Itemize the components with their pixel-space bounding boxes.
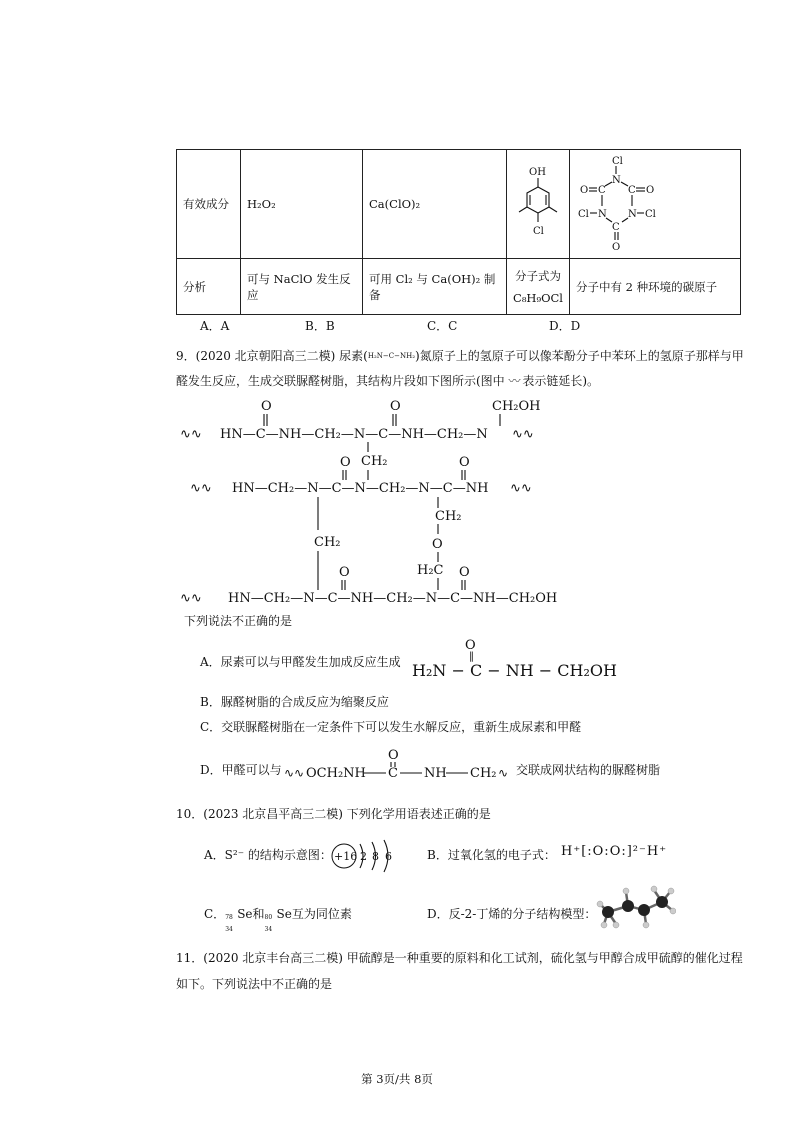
svg-text:2: 2	[360, 850, 367, 863]
q9-prompt: 下列说法不正确的是	[184, 614, 293, 628]
q11-line1: 11．(2020 北京丰台高三二模) 甲硫醇是一种重要的原料和化工试剂，硫化氢与甲醇合成甲硫醇的催化过程	[176, 951, 743, 965]
svg-text:∿∿: ∿∿	[512, 427, 534, 442]
choice-b: B．B	[305, 319, 335, 333]
svg-text:+16: +16	[334, 850, 358, 863]
svg-text:HN—C—NH—CH₂—N—C—NH—CH₂—N: HN—C—NH—CH₂—N—C—NH—CH₂—N	[220, 427, 488, 442]
q11-line2: 如下。下列说法中不正确的是	[176, 977, 333, 991]
svg-text:8: 8	[372, 850, 379, 863]
q10-option-d: D．反-2-丁烯的分子结构模型：	[427, 907, 597, 921]
urea-formaldehyde-resin-structure	[176, 390, 576, 612]
svg-text:O: O	[388, 748, 399, 763]
svg-text:O: O	[432, 537, 443, 552]
analysis-b: 可用 Cl₂ 与 Ca(OH)₂ 制备	[363, 259, 507, 315]
svg-text:C: C	[612, 222, 620, 233]
svg-text:O: O	[612, 242, 621, 253]
svg-text:CH₂: CH₂	[361, 454, 388, 469]
svg-text:O: O	[390, 399, 401, 414]
urea-inline-formula: H₂N−C−NH₂	[367, 352, 416, 360]
svg-text:Cl: Cl	[612, 156, 623, 167]
choice-c: C．C	[427, 319, 458, 333]
q9-option-b: B．脲醛树脂的合成反应为缩聚反应	[200, 695, 389, 709]
cell-triazine-structure	[570, 150, 741, 259]
q9-option-c: C．交联脲醛树脂在一定条件下可以发生水解反应，重新生成尿素和甲醛	[200, 720, 582, 734]
q9-option-a: A．尿素可以与甲醛发生加成反应生成	[200, 655, 401, 669]
svg-text:O: O	[339, 565, 350, 580]
svg-text:Cl: Cl	[533, 226, 544, 237]
svg-text:6: 6	[385, 850, 392, 863]
svg-text:∿∿: ∿∿	[510, 481, 532, 496]
svg-text:Cl: Cl	[578, 209, 589, 220]
svg-text:CH₂OH: CH₂OH	[492, 399, 541, 414]
svg-text:C: C	[598, 185, 606, 196]
svg-text:∿∿: ∿∿	[190, 481, 212, 496]
svg-text:N: N	[628, 209, 637, 220]
chloroxylenol-structure	[507, 150, 569, 255]
q9-option-d-formula	[284, 745, 514, 787]
cell-h2o2: H₂O₂	[241, 150, 363, 259]
svg-text:∿∿: ∿∿	[180, 591, 202, 606]
svg-text:O: O	[459, 565, 470, 580]
svg-text:C: C	[628, 185, 636, 196]
svg-text:CH₂: CH₂	[314, 535, 341, 550]
svg-text:O: O	[261, 399, 272, 414]
svg-text:HN—CH₂—N—C—N—CH₂—N—C—NH: HN—CH₂—N—C—N—CH₂—N—C—NH	[232, 481, 489, 496]
row2-label: 分析	[177, 259, 241, 315]
cell-caclo2: Ca(ClO)₂	[363, 150, 507, 259]
svg-text:Cl: Cl	[645, 209, 656, 220]
trichloroisocyanuric-structure	[570, 150, 730, 255]
q9-option-d-tail: 交联成网状结构的脲醛树脂	[516, 763, 661, 777]
q10-option-b: B．过氧化氢的电子式：	[427, 848, 556, 862]
page-footer: 第 3页/共 8页	[361, 1072, 433, 1086]
q10-stem: 10．(2023 北京昌平高三二模) 下列化学用语表述正确的是	[176, 807, 491, 821]
choice-a: A．A	[200, 319, 230, 333]
svg-text:∿: ∿	[498, 766, 509, 780]
svg-text:∿∿: ∿∿	[180, 427, 202, 442]
choice-d: D．D	[549, 319, 581, 333]
svg-text:N: N	[612, 175, 621, 186]
row1-label: 有效成分	[177, 150, 241, 259]
svg-text:CH₂: CH₂	[435, 509, 462, 524]
q10-option-c: C． 78 34 Se和 80 34 Se互为同位素	[204, 907, 352, 933]
svg-text:∿∿: ∿∿	[284, 766, 305, 780]
q9-stem-line1: 9．(2020 北京朝阳高三二模) 尿素(H₂N−C−NH₂)氮原子上的氢原子可以像苯酚分子中苯环上的氢原子那样与甲	[176, 349, 744, 363]
q9-stem-line2: 醛发生反应，生成交联脲醛树脂，其结构片段如下图所示(图中 〰 表示链延长)。	[176, 374, 600, 388]
h2o2-electron-formula: H⁺[:O:O:]²⁻H⁺	[561, 844, 668, 859]
svg-text:O: O	[580, 185, 589, 196]
trans-2-butene-model	[596, 884, 676, 934]
analysis-c: 分子式为 C₈H₉OCl	[507, 259, 570, 315]
svg-text:N: N	[598, 209, 607, 220]
analysis-d: 分子中有 2 种环境的碳原子	[570, 259, 741, 315]
analysis-a: 可与 NaClO 发生反应	[241, 259, 363, 315]
options-table	[176, 149, 741, 315]
svg-text:O: O	[459, 455, 470, 470]
svg-text:O: O	[646, 185, 655, 196]
svg-text:H₂C: H₂C	[417, 563, 444, 578]
sulfide-ion-diagram	[328, 834, 398, 878]
svg-text:NH: NH	[424, 766, 447, 781]
q9-option-a-formula: O ‖ H₂N − C − NH − CH₂OH	[412, 638, 617, 680]
q10-option-a: A．S²⁻ 的结构示意图：	[204, 848, 332, 862]
svg-text:CH₂: CH₂	[470, 766, 497, 781]
cell-phenol-structure	[507, 150, 570, 259]
svg-text:O: O	[340, 455, 351, 470]
svg-text:C: C	[388, 766, 398, 781]
svg-text:HN—CH₂—N—C—NH—CH₂—N—C—NH—CH₂OH: HN—CH₂—N—C—NH—CH₂—N—C—NH—CH₂OH	[228, 591, 558, 606]
q9-option-d: D．甲醛可以与	[200, 763, 282, 777]
svg-text:OH: OH	[529, 167, 546, 178]
svg-text:OCH₂NH: OCH₂NH	[306, 766, 366, 781]
